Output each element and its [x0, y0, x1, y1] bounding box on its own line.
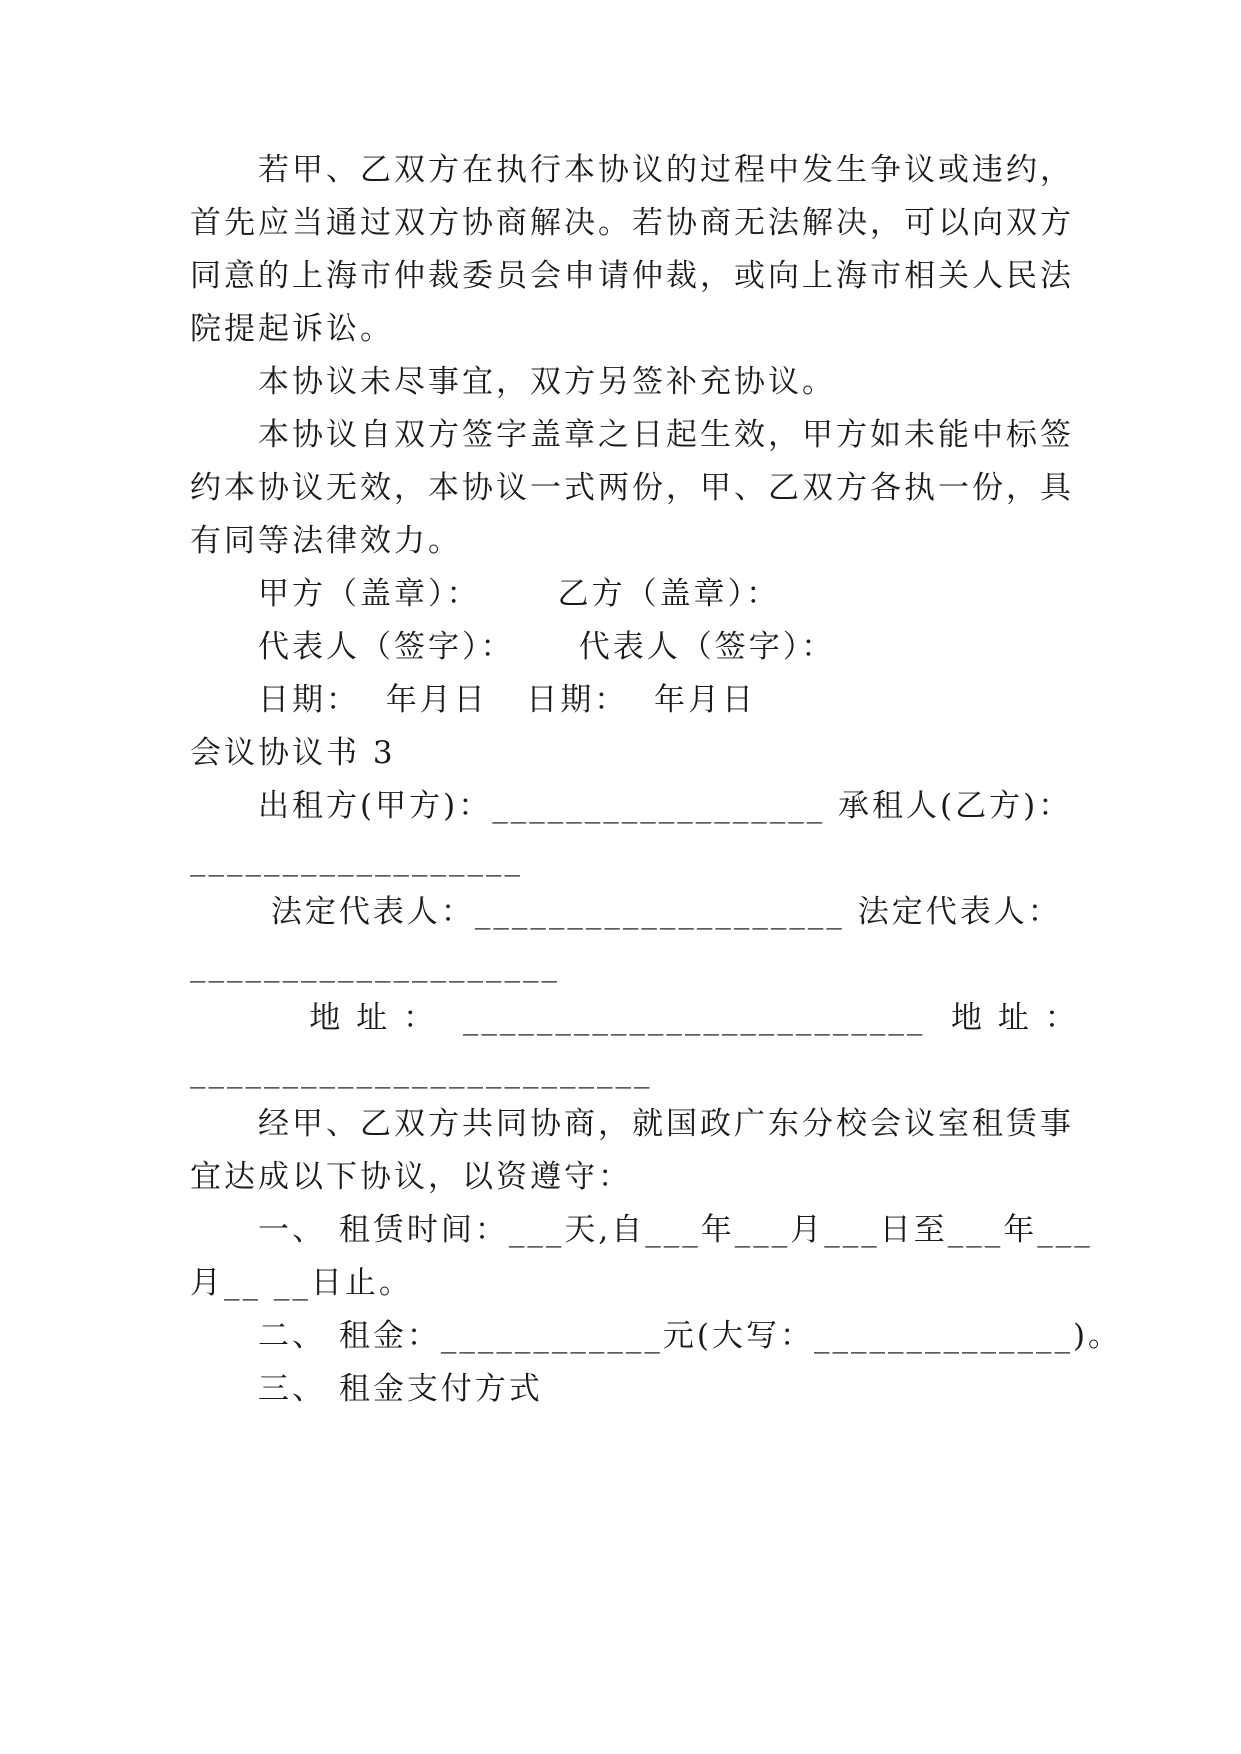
paragraph-dispute-cont-2: 同意的上海市仲裁委员会申请仲裁，或向上海市相关人民法: [190, 258, 1074, 294]
paragraph-effective-cont-2: 有同等法律效力。: [190, 523, 462, 559]
seal-line: 甲方（盖章）： 乙方（盖章）：: [258, 576, 781, 612]
date-line: 日期： 年月日 日期： 年月日: [258, 682, 756, 718]
legal-rep-blank-line: ____________________: [190, 947, 560, 983]
paragraph-dispute-cont-1: 首先应当通过双方协商解决。若协商无法解决，可以向双方: [190, 205, 1074, 241]
paragraph-dispute: 若甲、乙双方在执行本协议的过程中发生争议或违约，: [258, 152, 1074, 188]
paragraph-dispute-cont-3: 院提起诉讼。: [190, 311, 394, 347]
paragraph-agreement: 经甲、乙双方共同协商，就国政广东分校会议室租赁事: [258, 1106, 1074, 1142]
paragraph-effective-cont-1: 约本协议无效，本协议一式两份，甲、乙双方各执一份，具: [190, 470, 1074, 506]
paragraph-supplement: 本协议未尽事宜，双方另签补充协议。: [258, 364, 836, 400]
clause-2-rent: 二、 租金：____________元(大写：______________)。: [258, 1318, 1123, 1354]
lessor-line: 出租方(甲方)：__________________ 承租人(乙方)：: [258, 788, 1073, 824]
clause-1-lease-term-cont: 月__ __日止。: [190, 1265, 413, 1301]
paragraph-agreement-cont: 宜达成以下协议，以资遵守：: [190, 1159, 632, 1195]
clause-3-payment: 三、 租金支付方式: [258, 1371, 543, 1407]
section-title: 会议协议书 3: [190, 735, 396, 771]
paragraph-effective: 本协议自双方签字盖章之日起生效，甲方如未能中标签: [258, 417, 1074, 453]
legal-rep-line: 法定代表人：____________________ 法定代表人：: [258, 894, 1062, 930]
address-blank-line: _________________________: [190, 1053, 653, 1089]
clause-1-lease-term: 一、 租赁时间：___天,自___年___月___日至___年___: [258, 1212, 1093, 1248]
address-line: 地 址 ： _________________________ 地 址 ：: [258, 1000, 1079, 1036]
lessee-blank-line: __________________: [190, 841, 523, 877]
signature-line: 代表人（签字）： 代表人（签字）：: [258, 629, 836, 665]
